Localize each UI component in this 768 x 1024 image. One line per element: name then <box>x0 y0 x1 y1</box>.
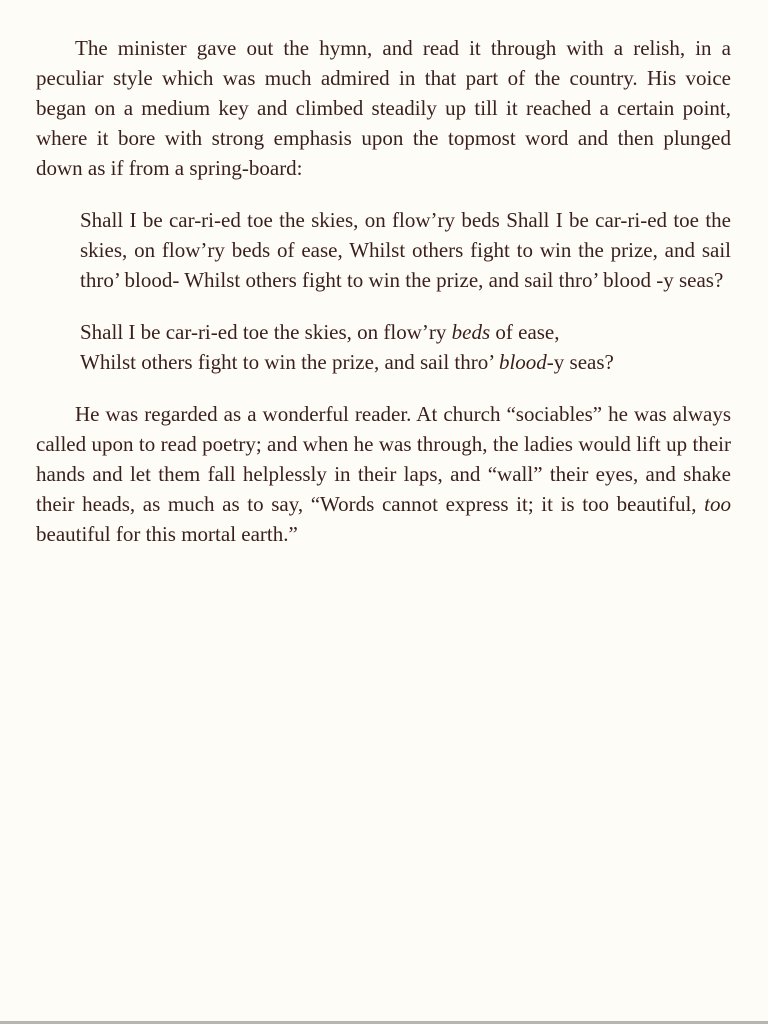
verse-line-2 <box>80 347 731 377</box>
verse-line-2-end: -y seas? <box>546 350 614 374</box>
paragraph-wonderful-reader <box>36 399 731 549</box>
verse-line-2-emphasis: blood <box>498 350 547 374</box>
verse-line-1-end: of ease, <box>490 320 560 344</box>
paragraph-2-end: beautiful for this mortal earth.” <box>36 522 298 546</box>
verse-line-1-start: Shall I be car-ri-ed toe the skies, on flow’ry <box>80 320 452 344</box>
paragraph-2-emphasis: too <box>704 492 731 516</box>
paragraph-minister-hymn: The minister gave out the hymn, and read it through with a relish, in a peculiar style which was much admired in that part of the country. His voice began on a medium key and climbed steadily up till it reached a certain point, where it bore with strong emphasis upon the topmost word and then plunged down as if from a spring-board: <box>36 36 731 180</box>
verse-line-1 <box>80 317 731 347</box>
verse-line-2-start: Whilst others fight to win the prize, and sail thro’ <box>80 350 499 374</box>
hymn-verse-block: Shall I be car-ri-ed toe the skies, on flow’ry beds Shall I be car-ri-ed toe the skies, on flow’ry beds of ease, Whilst others fight to win the prize, and sail thro’ blood- Whilst others fight to win the prize, and sail thro’ blood -y seas? <box>80 208 731 292</box>
paragraph-2-start: He was regarded as a wonderful reader. At church “sociables” he was always called upon to read poetry; and when he was through, the ladies would lift up their hands and let them fall helplessly in their laps, and “wall” their eyes, and shake their heads, as much as to say, “Words cannot express it; it is too beautiful, <box>36 402 731 516</box>
hymn-verse-lines <box>80 317 731 377</box>
verse-line-1-emphasis: beds <box>451 320 491 344</box>
page-text <box>36 33 731 549</box>
